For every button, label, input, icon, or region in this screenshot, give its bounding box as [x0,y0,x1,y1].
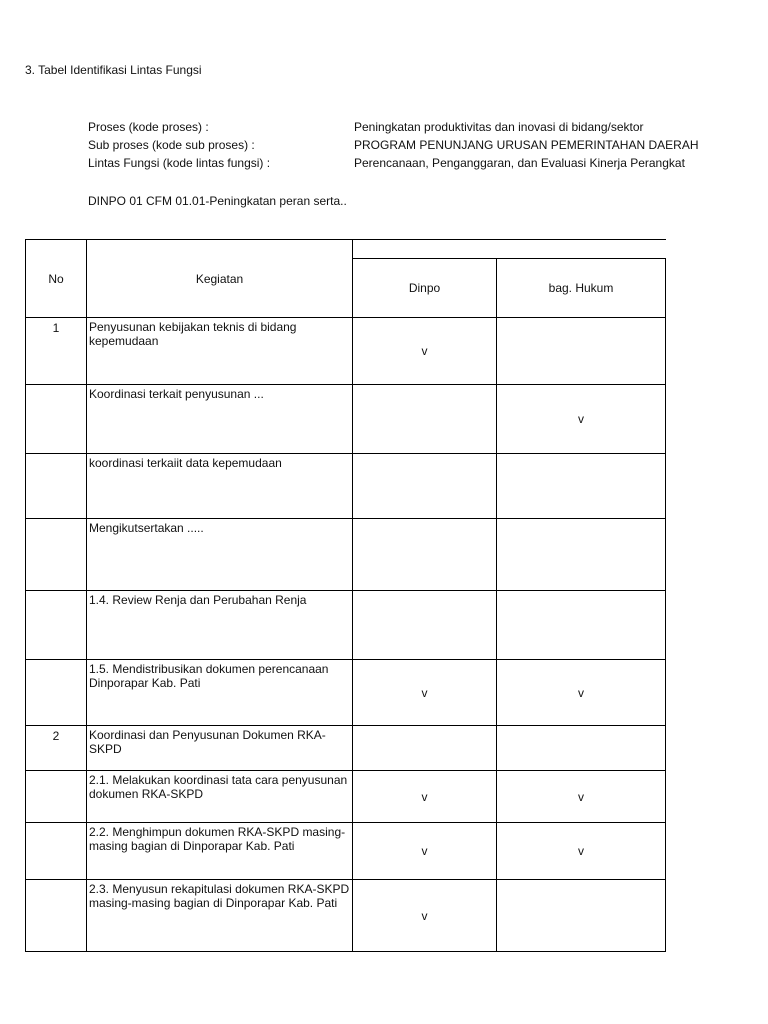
table-row [26,318,666,385]
table-row [26,660,666,726]
row-kegiatan: 1.4. Review Renja dan Perubahan Renja [87,591,353,660]
row-dinpo-mark: v [353,660,497,726]
row-no [26,880,87,952]
header-no: No [26,240,87,318]
cross-function-table [25,239,666,952]
row-dinpo-mark: v [353,771,497,823]
row-kegiatan: 2.2. Menghimpun dokumen RKA-SKPD masing-masing bagian di Dinporapar Kab. Pati [87,823,353,880]
row-hukum-mark [497,318,666,385]
section-heading: 3. Tabel Identifikasi Lintas Fungsi [25,63,202,77]
row-hukum-mark: v [497,823,666,880]
meta-value-lintas-fungsi: Perencanaan, Penganggaran, dan Evaluasi Kinerja Perangkat [354,156,685,170]
table-row [26,880,666,952]
row-kegiatan: Penyusunan kebijakan teknis di bidang kepemudaan [87,318,353,385]
row-hukum-mark: v [497,385,666,454]
row-hukum-mark [497,880,666,952]
table-row [26,385,666,454]
table-row [26,771,666,823]
meta-label-lintas-fungsi: Lintas Fungsi (kode lintas fungsi) : [88,156,271,170]
row-kegiatan: 1.5. Mendistribusikan dokumen perencanaan Dinporapar Kab. Pati [87,660,353,726]
row-no [26,454,87,519]
row-hukum-mark [497,519,666,591]
row-kegiatan: koordinasi terkaiit data kepemudaan [87,454,353,519]
row-hukum-mark: v [497,771,666,823]
row-dinpo-mark [353,454,497,519]
row-kegiatan: Mengikutsertakan ..... [87,519,353,591]
row-no [26,771,87,823]
row-dinpo-mark: v [353,318,497,385]
row-hukum-mark: v [497,660,666,726]
row-no [26,660,87,726]
row-dinpo-mark [353,519,497,591]
row-no [26,823,87,880]
row-kegiatan: Koordinasi dan Penyusunan Dokumen RKA-SKPD [87,726,353,771]
table-row [26,823,666,880]
row-no [26,591,87,660]
row-hukum-mark [497,591,666,660]
header-bag-hukum: bag. Hukum [497,259,666,318]
header-dinpo: Dinpo [353,259,497,318]
table-row [26,726,666,771]
row-dinpo-mark: v [353,823,497,880]
row-kegiatan: 2.1. Melakukan koordinasi tata cara penyusunan dokumen RKA-SKPD [87,771,353,823]
row-hukum-mark [497,726,666,771]
row-dinpo-mark [353,591,497,660]
row-dinpo-mark [353,385,497,454]
row-kegiatan: 2.3. Menyusun rekapitulasi dokumen RKA-SKPD masing-masing bagian di Dinporapar Kab. Pati [87,880,353,952]
table-row [26,591,666,660]
code-line: DINPO 01 CFM 01.01-Peningkatan peran serta.. [88,194,347,208]
meta-label-sub-proses: Sub proses (kode sub proses) : [88,138,255,152]
row-no: 1 [26,318,87,385]
table-row [26,519,666,591]
meta-label-proses: Proses (kode proses) : [88,120,209,134]
table-row [26,454,666,519]
meta-value-sub-proses: PROGRAM PENUNJANG URUSAN PEMERINTAHAN DAERAH [354,138,699,152]
row-hukum-mark [497,454,666,519]
header-group [353,240,666,259]
header-kegiatan: Kegiatan [87,240,353,318]
row-no [26,519,87,591]
row-no [26,385,87,454]
row-no: 2 [26,726,87,771]
row-kegiatan: Koordinasi terkait penyusunan ... [87,385,353,454]
row-dinpo-mark [353,726,497,771]
row-dinpo-mark: v [353,880,497,952]
meta-value-proses: Peningkatan produktivitas dan inovasi di bidang/sektor [354,120,644,134]
